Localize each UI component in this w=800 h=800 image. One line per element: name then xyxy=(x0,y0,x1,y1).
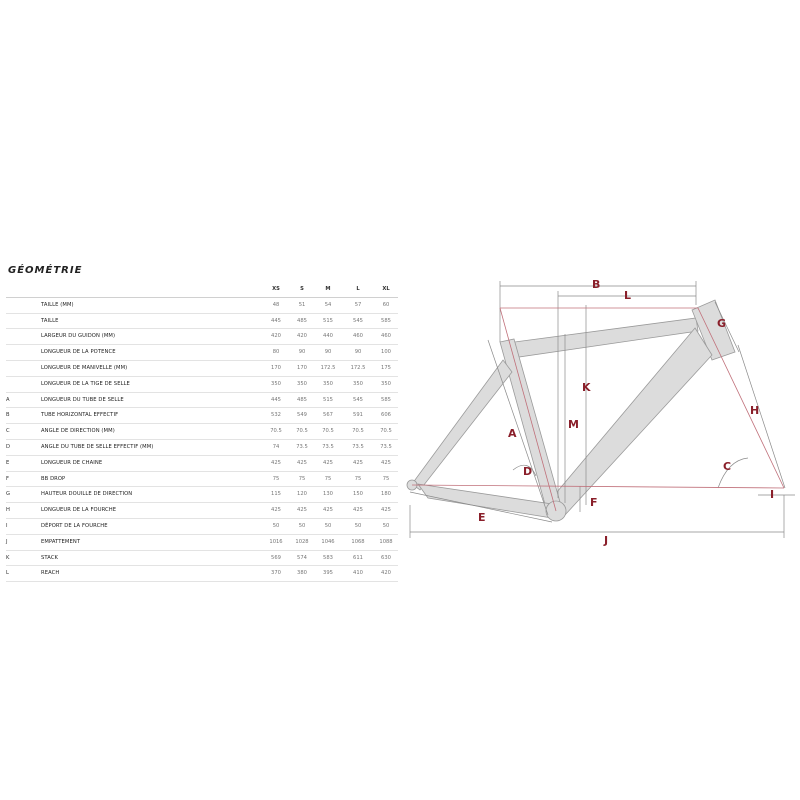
row-label: STACK xyxy=(41,554,59,561)
row-label: TAILLE xyxy=(41,317,59,324)
row-code: B xyxy=(6,412,10,419)
row-value: 545 xyxy=(353,396,363,403)
row-value: 48 xyxy=(272,301,280,308)
size-header: S xyxy=(300,286,304,292)
row-value: 57 xyxy=(354,301,362,308)
row-value: 74 xyxy=(272,443,280,450)
bike-frame xyxy=(407,300,735,521)
row-value: 410 xyxy=(353,570,363,577)
row-value: 75 xyxy=(382,475,390,482)
row-value: 60 xyxy=(382,301,390,308)
row-value: 440 xyxy=(323,333,333,340)
row-label: HAUTEUR DOUILLE DE DIRECTION xyxy=(41,491,133,498)
row-value: 611 xyxy=(353,554,363,561)
label-j: J xyxy=(604,534,609,547)
row-code: G xyxy=(6,491,11,498)
row-value: 100 xyxy=(381,349,391,356)
row-value: 425 xyxy=(353,459,363,466)
row-value: 380 xyxy=(297,570,307,577)
table-row xyxy=(6,456,398,472)
row-value: 425 xyxy=(323,507,333,514)
label-i: I xyxy=(770,488,775,501)
row-value: 54 xyxy=(324,301,332,308)
table-row xyxy=(6,566,398,582)
row-code: C xyxy=(6,428,10,435)
row-value: 175 xyxy=(381,364,391,371)
table-row xyxy=(6,487,398,503)
row-code: L xyxy=(6,570,9,577)
row-label: LONGUEUR DE MANIVELLE (MM) xyxy=(41,364,128,371)
label-a: A xyxy=(508,427,517,440)
row-value: 549 xyxy=(297,412,307,419)
table-row xyxy=(6,329,398,345)
row-label: REACH xyxy=(41,570,60,577)
row-value: 180 xyxy=(381,491,391,498)
row-value: 574 xyxy=(297,554,307,561)
row-code: F xyxy=(6,475,9,482)
row-value: 460 xyxy=(381,333,391,340)
row-code: H xyxy=(6,507,10,514)
label-k: K xyxy=(582,381,591,394)
row-value: 73.5 xyxy=(322,443,334,450)
row-value: 425 xyxy=(271,459,281,466)
row-value: 591 xyxy=(353,412,363,419)
row-value: 73.5 xyxy=(380,443,392,450)
row-value: 515 xyxy=(323,317,333,324)
table-row xyxy=(6,424,398,440)
row-value: 532 xyxy=(271,412,281,419)
row-value: 425 xyxy=(271,507,281,514)
label-g: G xyxy=(717,317,727,330)
row-label: EMPATTEMENT xyxy=(41,538,81,545)
row-value: 425 xyxy=(297,459,307,466)
row-value: 350 xyxy=(323,380,333,387)
label-f: F xyxy=(590,496,598,509)
row-value: 120 xyxy=(297,491,307,498)
size-header: L xyxy=(356,286,360,292)
label-l: L xyxy=(624,289,632,302)
row-label: TUBE HORIZONTAL EFFECTIF xyxy=(41,412,119,419)
row-value: 70.5 xyxy=(380,428,392,435)
label-b: B xyxy=(592,278,601,291)
row-value: 585 xyxy=(381,396,391,403)
h-line xyxy=(738,345,785,488)
row-code: J xyxy=(6,538,8,545)
row-value: 50 xyxy=(382,522,390,529)
row-value: 425 xyxy=(297,507,307,514)
row-value: 350 xyxy=(353,380,363,387)
size-header: XS xyxy=(272,286,280,292)
row-value: 425 xyxy=(381,459,391,466)
row-value: 50 xyxy=(272,522,280,529)
row-value: 150 xyxy=(353,491,363,498)
row-value: 75 xyxy=(272,475,280,482)
row-value: 90 xyxy=(324,349,332,356)
row-value: 350 xyxy=(297,380,307,387)
page-title: GÉOMÉTRIE xyxy=(8,265,83,276)
row-value: 606 xyxy=(381,412,391,419)
size-header: XL xyxy=(382,286,390,292)
top-tube xyxy=(507,318,698,358)
row-value: 583 xyxy=(323,554,333,561)
row-label: LONGUEUR DU TUBE DE SELLE xyxy=(41,396,124,403)
row-label: LONGUEUR DE LA POTENCE xyxy=(41,349,116,356)
row-label: TAILLE (MM) xyxy=(41,301,74,308)
row-value: 130 xyxy=(323,491,333,498)
row-value: 1068 xyxy=(351,538,365,545)
row-value: 515 xyxy=(323,396,333,403)
row-value: 70.5 xyxy=(352,428,364,435)
seat-tube xyxy=(500,339,560,508)
row-value: 51 xyxy=(298,301,306,308)
row-value: 350 xyxy=(271,380,281,387)
row-value: 425 xyxy=(353,507,363,514)
table-row xyxy=(6,377,398,393)
row-value: 70.5 xyxy=(270,428,282,435)
row-value: 70.5 xyxy=(296,428,308,435)
row-label: LONGUEUR DE LA FOURCHE xyxy=(41,507,117,514)
row-value: 395 xyxy=(323,570,333,577)
row-code: I xyxy=(6,522,8,529)
row-value: 569 xyxy=(271,554,281,561)
row-value: 585 xyxy=(381,317,391,324)
row-value: 1088 xyxy=(379,538,393,545)
table-row xyxy=(6,408,398,424)
table-header-row xyxy=(6,282,398,298)
row-value: 420 xyxy=(297,333,307,340)
table-row xyxy=(6,519,398,535)
row-value: 50 xyxy=(298,522,306,529)
row-label: LONGUEUR DE CHAINE xyxy=(41,459,103,466)
row-value: 485 xyxy=(297,396,307,403)
row-value: 630 xyxy=(381,554,391,561)
seat-stay xyxy=(412,360,512,490)
row-value: 425 xyxy=(381,507,391,514)
row-value: 50 xyxy=(324,522,332,529)
row-label: ANGLE DE DIRECTION (MM) xyxy=(41,428,115,435)
label-e: E xyxy=(478,511,486,524)
table-row xyxy=(6,345,398,361)
row-value: 420 xyxy=(271,333,281,340)
row-label: DÉPORT DE LA FOURCHE xyxy=(41,522,108,529)
row-value: 545 xyxy=(353,317,363,324)
row-value: 70.5 xyxy=(322,428,334,435)
row-value: 370 xyxy=(271,570,281,577)
table-row xyxy=(6,314,398,330)
row-value: 1046 xyxy=(321,538,335,545)
row-value: 172.5 xyxy=(350,364,366,371)
row-value: 425 xyxy=(323,459,333,466)
row-code: E xyxy=(6,459,10,466)
row-label: LARGEUR DU GUIDON (MM) xyxy=(41,333,116,340)
table-row xyxy=(6,298,398,314)
row-value: 73.5 xyxy=(296,443,308,450)
row-value: 350 xyxy=(381,380,391,387)
frame-geometry-diagram xyxy=(400,260,795,560)
table-row xyxy=(6,503,398,519)
row-value: 90 xyxy=(298,349,306,356)
row-value: 567 xyxy=(323,412,333,419)
geometry-table xyxy=(6,282,398,582)
row-label: ANGLE DU TUBE DE SELLE EFFECTIF (MM) xyxy=(41,443,154,450)
row-label: LONGUEUR DE LA TIGE DE SELLE xyxy=(41,380,130,387)
row-value: 50 xyxy=(354,522,362,529)
table-body xyxy=(6,298,398,582)
table-row xyxy=(6,535,398,551)
label-c: C xyxy=(723,460,732,473)
row-value: 170 xyxy=(297,364,307,371)
row-code: D xyxy=(6,443,10,450)
label-h: H xyxy=(750,404,760,417)
row-value: 75 xyxy=(298,475,306,482)
row-value: 75 xyxy=(354,475,362,482)
row-value: 445 xyxy=(271,317,281,324)
row-label: BB DROP xyxy=(41,475,66,482)
row-value: 170 xyxy=(271,364,281,371)
table-row xyxy=(6,551,398,567)
row-code: A xyxy=(6,396,10,403)
table-row xyxy=(6,361,398,377)
row-value: 420 xyxy=(381,570,391,577)
row-value: 460 xyxy=(353,333,363,340)
row-value: 80 xyxy=(272,349,280,356)
table-row xyxy=(6,440,398,456)
row-value: 90 xyxy=(354,349,362,356)
row-value: 1016 xyxy=(269,538,283,545)
size-header: M xyxy=(325,286,331,292)
row-value: 445 xyxy=(271,396,281,403)
row-value: 1028 xyxy=(295,538,309,545)
row-value: 485 xyxy=(297,317,307,324)
row-value: 115 xyxy=(271,491,281,498)
table-row xyxy=(6,472,398,488)
row-value: 73.5 xyxy=(352,443,364,450)
label-m: M xyxy=(568,418,579,431)
row-value: 75 xyxy=(324,475,332,482)
label-d: D xyxy=(523,465,533,478)
table-row xyxy=(6,393,398,409)
row-code: K xyxy=(6,554,10,561)
row-value: 172.5 xyxy=(320,364,336,371)
